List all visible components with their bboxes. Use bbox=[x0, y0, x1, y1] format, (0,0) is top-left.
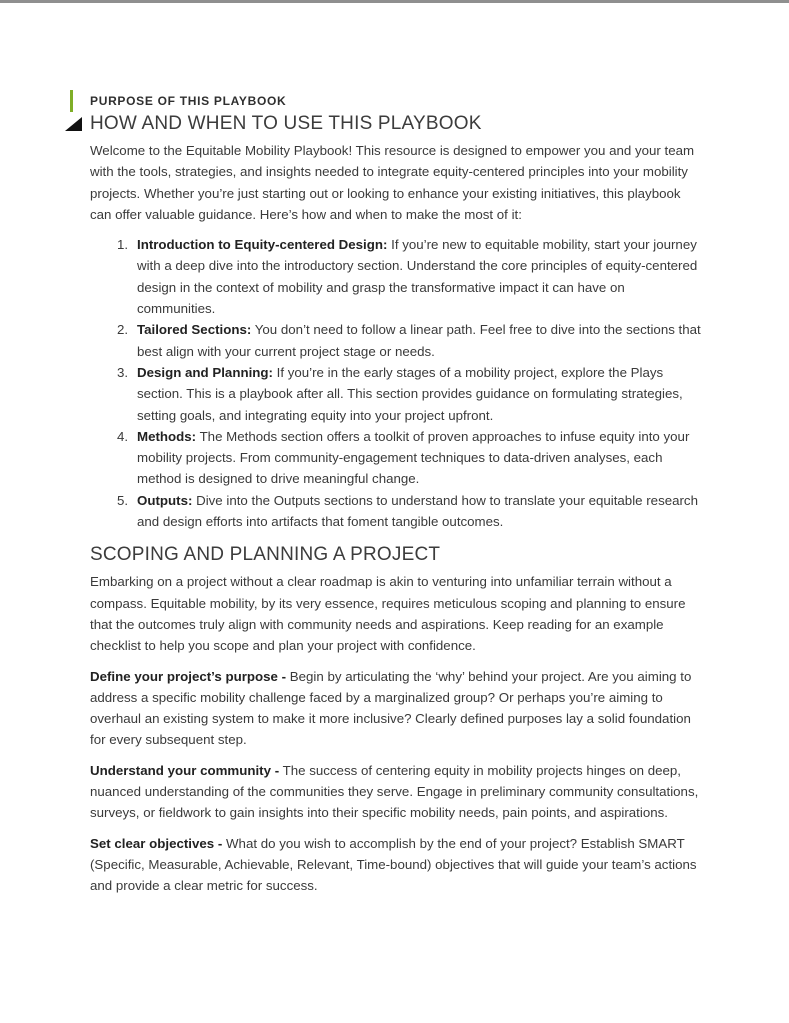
list-item-text: Dive into the Outputs sections to understand how to translate your equitable research and design efforts into artifacts that foment tangible outcomes. bbox=[137, 492, 698, 530]
list-item-text: The Methods section offers a toolkit of proven approaches to infuse equity into your mobility projects. From community-engagement techniques to data-driven analyses, each method is designed to drive meaningful change. bbox=[137, 428, 690, 487]
paragraph-label: Define your project’s purpose - bbox=[90, 668, 287, 684]
list-item-text: If you’re in the early stages of a mobility project, explore the Plays section. This is a playbook after all. This section provides guidance on formulating strategies, setting goals, and integrating equity into your project upfront. bbox=[137, 364, 683, 423]
list-item bbox=[137, 362, 701, 426]
triangle-icon bbox=[65, 117, 82, 131]
paragraph-label: Understand your community - bbox=[90, 762, 280, 778]
list-item-label: Introduction to Equity-centered Design: bbox=[137, 237, 388, 253]
green-accent-bar-icon bbox=[70, 90, 73, 112]
section1-intro: Welcome to the Equitable Mobility Playbook! This resource is designed to empower you and your team with the tools, strategies, and insights needed to integrate equity-centered principles into your mobility projects. Whether you’re just starting out or looking to enhance your existing initiatives, this playbook can offer valuable guidance. Here’s how and when to make the most of it: bbox=[90, 143, 695, 222]
paragraph-define-purpose bbox=[90, 666, 701, 751]
list-item-label: Design and Planning: bbox=[137, 364, 273, 380]
list-item bbox=[137, 319, 701, 362]
numbered-list bbox=[90, 234, 701, 532]
list-item-text: If you’re new to equitable mobility, start your journey with a deep dive into the introductory section. Understand the core principles of equity-centered design in the context of mobility and grasp the transformative impact it can have on communities. bbox=[137, 237, 698, 317]
page-content bbox=[90, 90, 701, 906]
list-item-text: You don’t need to follow a linear path. Feel free to dive into the sections that best align with your current project stage or needs. bbox=[137, 322, 701, 359]
list-item-label: Tailored Sections: bbox=[137, 322, 252, 338]
kicker-heading: PURPOSE OF THIS PLAYBOOK bbox=[90, 94, 287, 108]
section2-title: SCOPING AND PLANNING A PROJECT bbox=[90, 544, 441, 566]
list-item-label: Methods: bbox=[137, 428, 197, 444]
list-item bbox=[137, 490, 701, 533]
paragraph-text: The success of centering equity in mobility projects hinges on deep, nuanced understanding of the communities they serve. Engage in preliminary community consultations, surveys, or fieldwork to gain insights into their specific mobility needs, pain points, and aspirations. bbox=[90, 762, 699, 821]
paragraph-text: Begin by articulating the ‘why’ behind your project. Are you aiming to address a specific mobility challenge faced by a marginalized group? Or perhaps you’re aiming to overhaul an existing system to make it more inclusive? Clearly defined purposes lay a solid foundation for every subsequent step. bbox=[90, 668, 692, 748]
list-item bbox=[137, 426, 701, 490]
list-item-label: Outputs: bbox=[137, 492, 193, 508]
section1-title: HOW AND WHEN TO USE THIS PLAYBOOK bbox=[90, 113, 482, 134]
paragraph-text: What do you wish to accomplish by the end of your project? Establish SMART (Specific, Measurable, Achievable, Relevant, Time-bound) objectives that will guide your team’s actions and provide a clear metric for success. bbox=[90, 835, 697, 894]
paragraph-set-objectives bbox=[90, 833, 701, 897]
paragraph-label: Set clear objectives - bbox=[90, 835, 223, 851]
section1-title-row bbox=[65, 113, 701, 135]
list-item bbox=[137, 234, 701, 319]
page-top-border bbox=[0, 0, 789, 3]
section2-intro: Embarking on a project without a clear roadmap is akin to venturing into unfamiliar terrain without a compass. Equitable mobility, by its very essence, requires meticulous scoping and planning to ensure that the outcomes truly align with community needs and aspirations. Keep reading for an example checklist to help you scope and plan your project with confidence. bbox=[90, 574, 686, 654]
kicker-row bbox=[70, 90, 701, 112]
paragraph-understand-community bbox=[90, 760, 701, 824]
